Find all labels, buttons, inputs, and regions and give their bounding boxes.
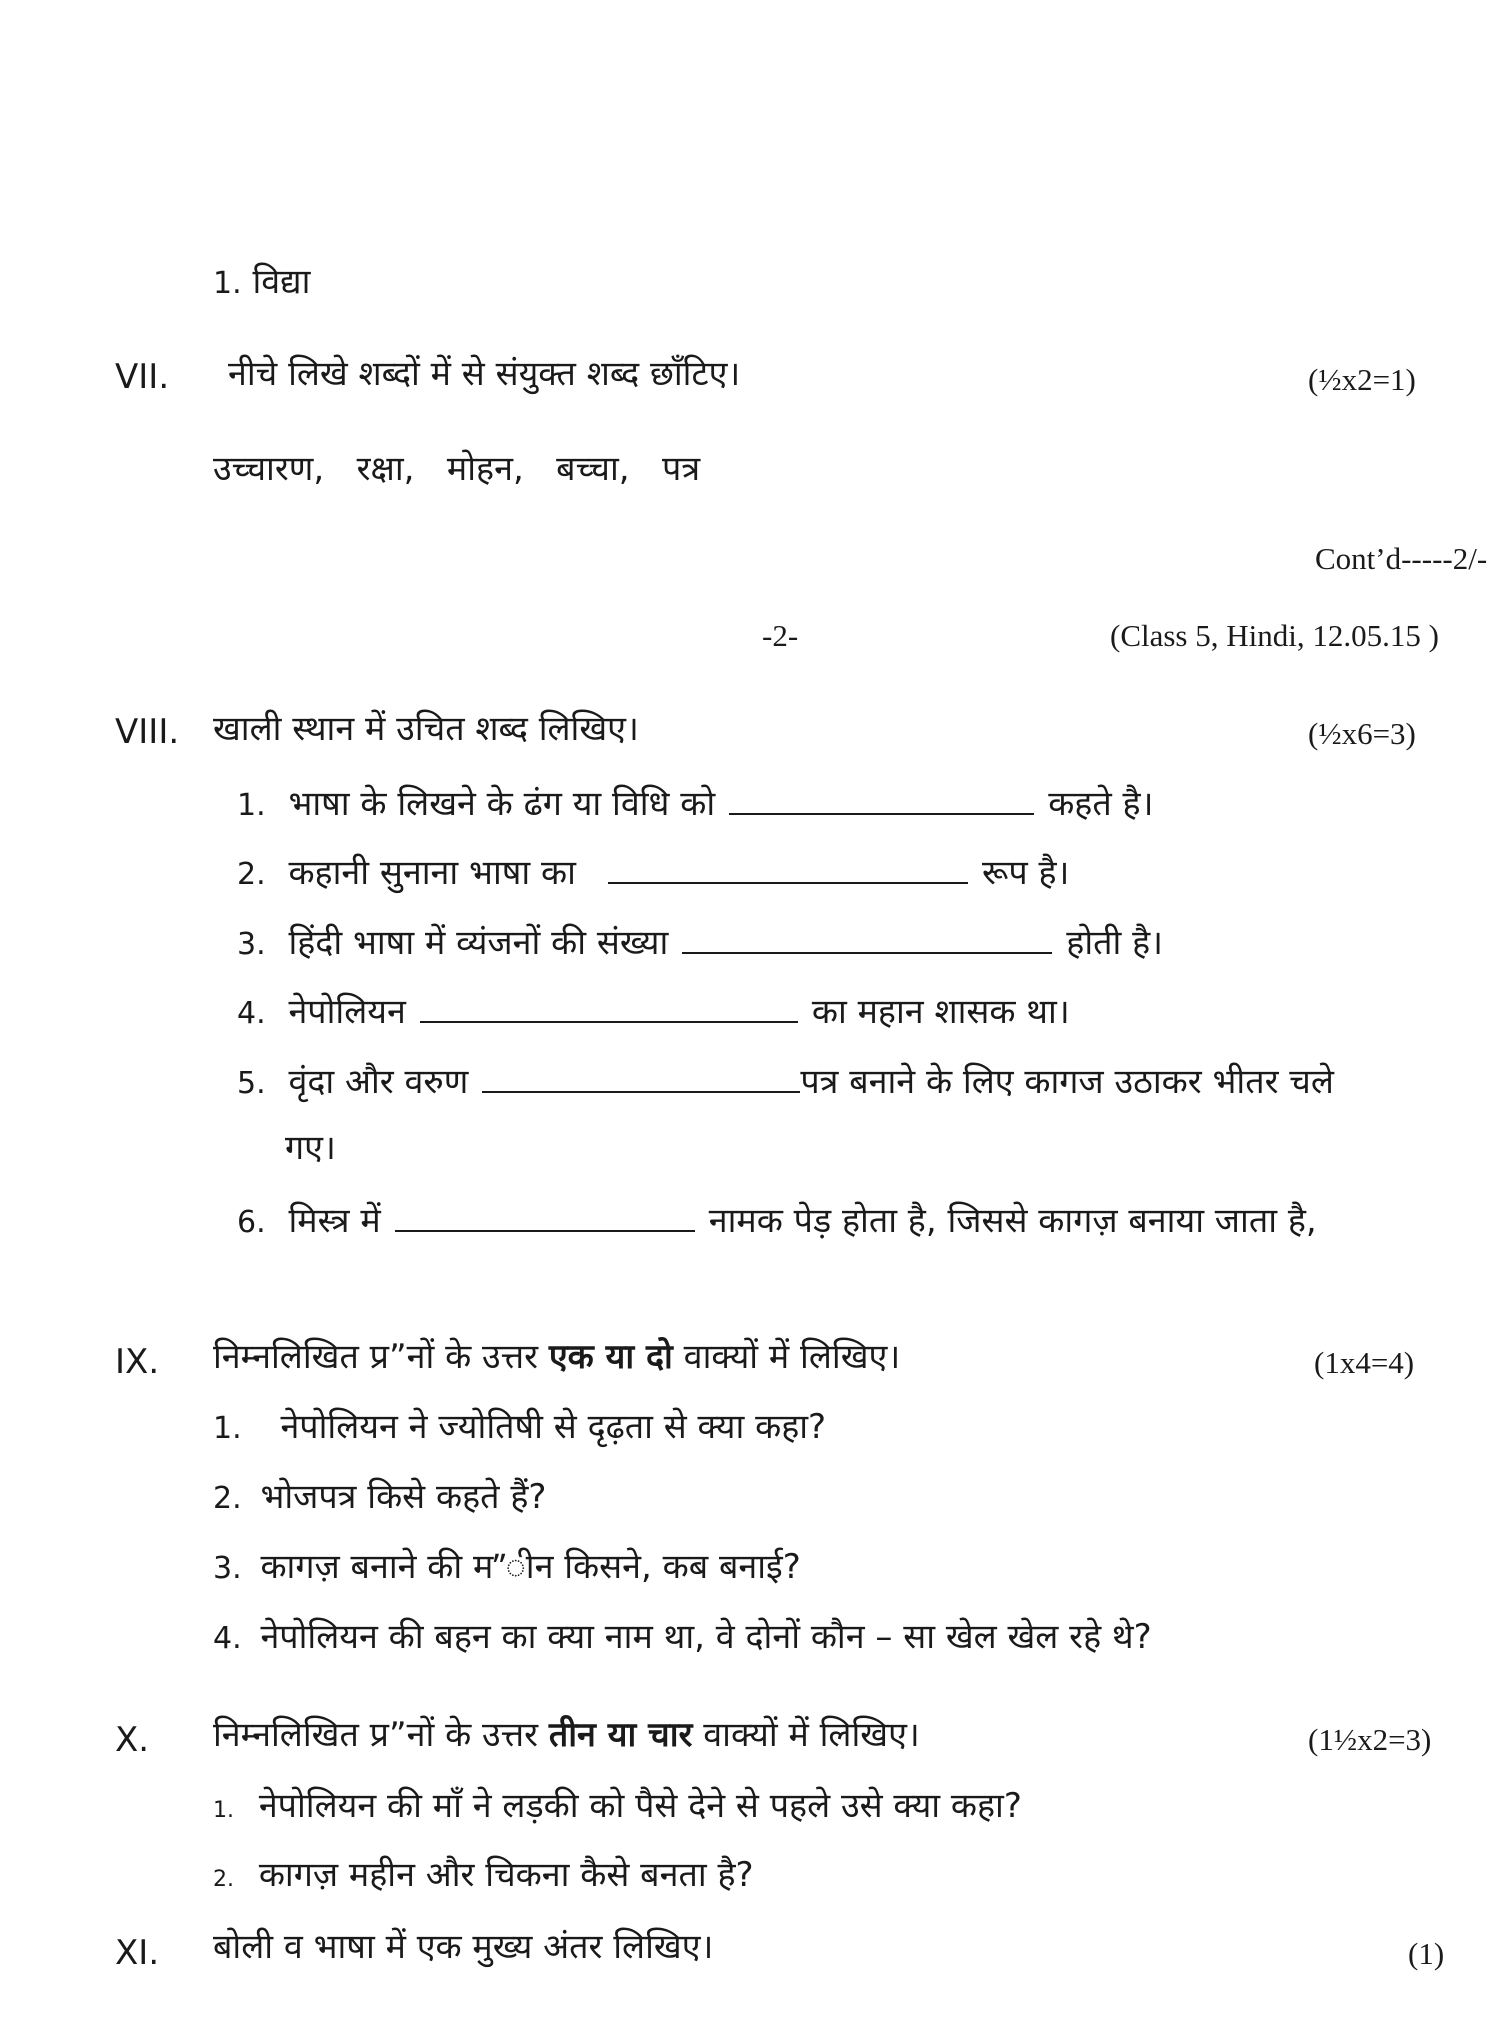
item-number: 5.: [237, 1066, 266, 1101]
fill-blank[interactable]: [682, 922, 1052, 954]
fill-blank[interactable]: [608, 852, 968, 884]
question-text-bold: एक या दो: [548, 1337, 673, 1377]
item-text-after: कहते है।: [1048, 784, 1154, 824]
item-text-before: मिस्त्र में: [288, 1201, 381, 1241]
q8-item-4: [237, 991, 1070, 1032]
q9-roman: IX.: [115, 1342, 160, 1382]
item-text-before: हिंदी भाषा में व्यंजनों की संख्या: [288, 923, 669, 963]
q8-item-6: [237, 1200, 1317, 1241]
q8-item-1: [237, 783, 1154, 824]
q10-item-1: [213, 1786, 1022, 1826]
q7-word-list: उच्चारण, रक्षा, मोहन, बच्चा, पत्र: [213, 449, 701, 489]
q10-marks: (1½x2=3): [1308, 1722, 1432, 1757]
question-text-after: वाक्यों में लिखिए।: [683, 1337, 901, 1377]
q9-item-1: [213, 1407, 827, 1447]
item-number: 2.: [213, 1481, 242, 1516]
item-text-after: का महान शासक था।: [811, 992, 1070, 1032]
item-number: 3.: [237, 927, 266, 962]
continued-note: Cont’d-----2/-: [1315, 541, 1488, 576]
q11-marks: (1): [1408, 1936, 1445, 1971]
item-text: नेपोलियन की बहन का क्या नाम था, वे दोनों कौन – सा खेल खेल रहे थे?: [260, 1617, 1152, 1657]
item-text: भोजपत्र किसे कहते हैं?: [260, 1477, 547, 1517]
item-text: कागज़ बनाने की म”ीन किसने, कब बनाई?: [260, 1547, 801, 1587]
item-number: 3.: [213, 1551, 242, 1586]
item-number: 4.: [213, 1621, 242, 1656]
question-text-before: निम्नलिखित प्र”नों के उत्तर: [213, 1715, 539, 1755]
fill-blank[interactable]: [420, 991, 798, 1023]
item-number: 1.: [213, 1411, 242, 1446]
q8-item-3: [237, 922, 1164, 963]
item-text: नेपोलियन ने ज्योतिषी से दृढ़ता से क्या कहा?: [280, 1407, 827, 1447]
item-number: 1.: [237, 788, 266, 823]
q7-question: नीचे लिखे शब्दों में से संयुक्त शब्द छाँटिए।: [228, 354, 741, 394]
q11-roman: XI.: [115, 1933, 160, 1973]
class-info: (Class 5, Hindi, 12.05.15 ): [1110, 618, 1439, 653]
q10-question: [213, 1715, 920, 1755]
item-number: 4.: [237, 996, 266, 1031]
q7-roman: VII.: [115, 357, 170, 397]
item-number: 1.: [213, 266, 242, 301]
q9-item-2: [213, 1477, 547, 1517]
q8-marks: (½x6=3): [1308, 716, 1416, 751]
q10-item-2: [213, 1855, 754, 1895]
item-number: 1.: [213, 1798, 234, 1823]
item-text: नेपोलियन की माँ ने लड़की को पैसे देने से पहले उसे क्या कहा?: [258, 1786, 1022, 1826]
item-text-after: पत्र बनाने के लिए कागज उठाकर भीतर चले: [800, 1062, 1334, 1102]
q9-question: [213, 1337, 901, 1377]
q8-roman: VIII.: [115, 712, 180, 752]
item-text-before: वृंदा और वरुण: [288, 1062, 469, 1102]
q6-item-1: [213, 262, 311, 302]
q9-item-4: [213, 1617, 1152, 1657]
item-text-before: कहानी सुनाना भाषा का: [288, 853, 576, 893]
fill-blank[interactable]: [482, 1061, 800, 1093]
item-text-after: नामक पेड़ होता है, जिससे कागज़ बनाया जाता है,: [708, 1201, 1317, 1241]
q9-marks: (1x4=4): [1314, 1345, 1415, 1380]
q8-item-5: [237, 1061, 1334, 1102]
q8-item-5-continued: गए।: [285, 1128, 336, 1168]
item-number: 2.: [237, 857, 266, 892]
q8-question: खाली स्थान में उचित शब्द लिखिए।: [213, 709, 639, 749]
fill-blank[interactable]: [729, 783, 1034, 815]
item-text: विद्या: [252, 262, 311, 302]
question-text-before: निम्नलिखित प्र”नों के उत्तर: [213, 1337, 539, 1377]
q11-question: बोली व भाषा में एक मुख्य अंतर लिखिए।: [213, 1927, 714, 1967]
item-text-before: नेपोलियन: [288, 992, 406, 1032]
q7-marks: (½x2=1): [1308, 362, 1416, 397]
q10-roman: X.: [115, 1720, 150, 1760]
question-text-after: वाक्यों में लिखिए।: [703, 1715, 920, 1755]
question-text-bold: तीन या चार: [548, 1715, 693, 1755]
item-text: कागज़ महीन और चिकना कैसे बनता है?: [258, 1855, 754, 1895]
page-number: -2-: [762, 618, 799, 653]
q8-item-2: [237, 852, 1070, 893]
item-text-after: रूप है।: [981, 853, 1070, 893]
fill-blank[interactable]: [395, 1200, 695, 1232]
item-number: 2.: [213, 1867, 234, 1892]
item-text-before: भाषा के लिखने के ढंग या विधि को: [288, 784, 716, 824]
q9-item-3: [213, 1547, 801, 1587]
item-text-after: होती है।: [1066, 923, 1164, 963]
item-number: 6.: [237, 1205, 266, 1240]
